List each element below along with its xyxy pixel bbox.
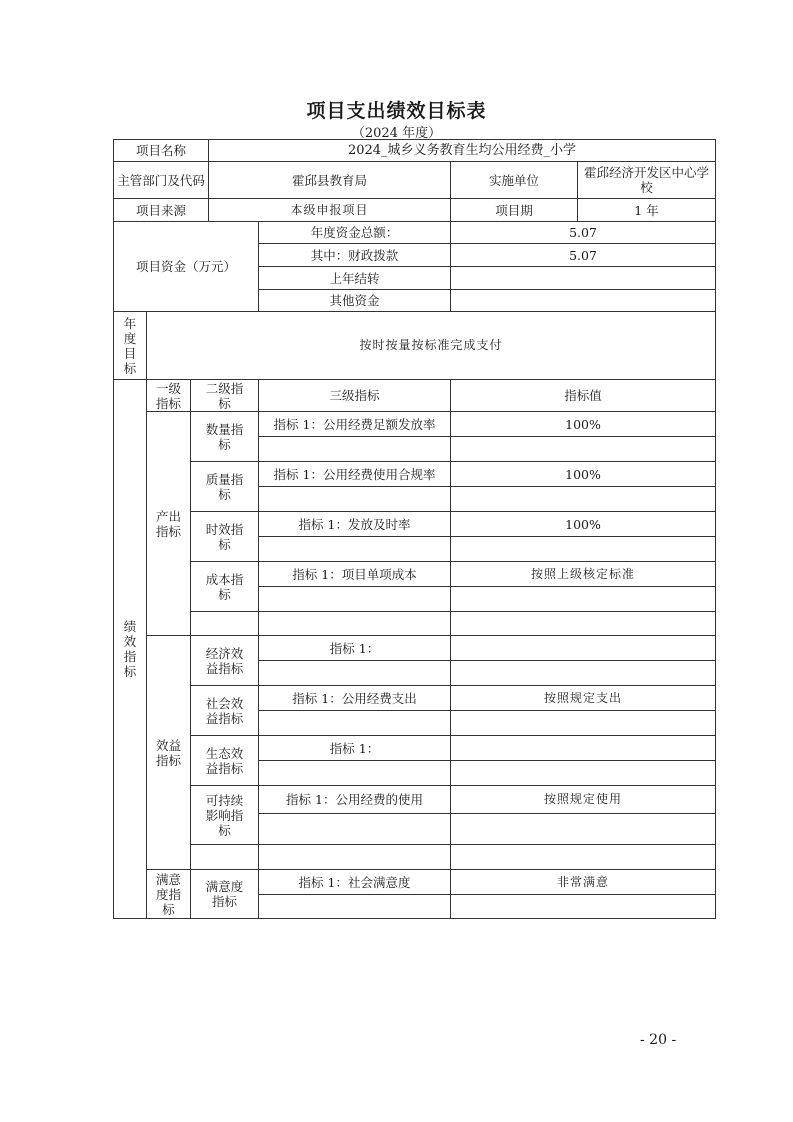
sustainability-indicator-value: 按照规定使用 [451,786,716,814]
social-indicator-label: 社会效益指标 [191,686,259,736]
funds-total-label: 年度资金总额： [259,222,451,244]
funds-carryover-value [451,267,716,290]
annual-goal-label: 年度目标 [114,312,147,380]
social-indicator-value: 按照规定支出 [451,686,716,711]
document-year: （2024 年度） [351,126,442,141]
ecological-indicator-value [451,736,716,761]
satisfaction-level1-label: 满意度指标 [147,870,191,919]
timely-indicator-value: 100% [451,512,716,537]
col-header-level1: 一级指标 [147,380,191,412]
impl-value: 霍邱经济开发区中心学校 [584,165,710,195]
quality-indicator-label: 质量指标 [191,462,259,512]
quality-indicator-value: 100% [451,462,716,487]
quantity-indicator-value: 100% [451,412,716,437]
ecological-indicator-label: 生态效益指标 [191,736,259,786]
period-value: 1 年 [634,202,659,218]
annual-goal-text: 按时按量按标准完成支付 [147,312,716,380]
document-title: 项目支出绩效目标表 [306,100,487,122]
period-label: 项目期 [451,199,578,221]
sustainability-indicator: 指标 1：公用经费的使用 [259,786,451,814]
economic-indicator-value [451,636,716,661]
performance-label: 绩效指标 [114,380,147,919]
sustainability-indicator-label: 可持续影响指标 [191,786,259,845]
source-value: 本级申报项目 [209,199,451,222]
col-header-value: 指标值 [451,380,716,412]
social-indicator: 指标 1：公用经费支出 [259,686,451,711]
funds-fiscal-value: 5.07 [451,244,716,267]
col-header-level3: 三级指标 [259,380,451,412]
dept-label: 主管部门及代码 [114,162,209,199]
satisfaction-indicator-value: 非常满意 [451,870,716,895]
cost-indicator: 指标 1：项目单项成本 [259,562,451,587]
cost-indicator-label: 成本指标 [191,562,259,612]
output-indicator-label: 产出指标 [147,412,191,636]
quantity-indicator: 指标 1：公用经费足额发放率 [259,412,451,437]
funds-carryover-label: 上年结转 [259,267,451,290]
satisfaction-indicator: 指标 1：社会满意度 [259,870,451,895]
economic-indicator-label: 经济效益指标 [191,636,259,686]
impl-label: 实施单位 [451,162,578,198]
funds-other-value [451,290,716,312]
funds-total-value: 5.07 [451,222,716,244]
ecological-indicator: 指标 1： [259,736,451,761]
funds-other-label: 其他资金 [259,290,451,312]
project-name-label: 项目名称 [114,140,209,162]
timely-indicator: 指标 1：发放及时率 [259,512,451,537]
page-number: - 20 - [640,1032,677,1048]
dept-value: 霍邱县教育局 [209,162,451,199]
economic-indicator: 指标 1： [259,636,451,661]
timely-indicator-label: 时效指标 [191,512,259,562]
cost-indicator-value: 按照上级核定标准 [451,562,716,587]
quality-indicator: 指标 1：公用经费使用合规率 [259,462,451,487]
funds-label: 项目资金（万元） [114,222,259,312]
col-header-level2: 二级指标 [191,380,259,412]
performance-target-table [113,139,716,919]
source-label: 项目来源 [114,199,209,222]
quantity-indicator-label: 数量指标 [191,412,259,462]
benefit-indicator-label: 效益指标 [147,636,191,870]
satisfaction-level2-label: 满意度指标 [191,870,259,919]
project-name-value: 2024_城乡义务教育生均公用经费_小学 [209,140,716,162]
funds-fiscal-label: 其中：财政拨款 [259,244,451,267]
